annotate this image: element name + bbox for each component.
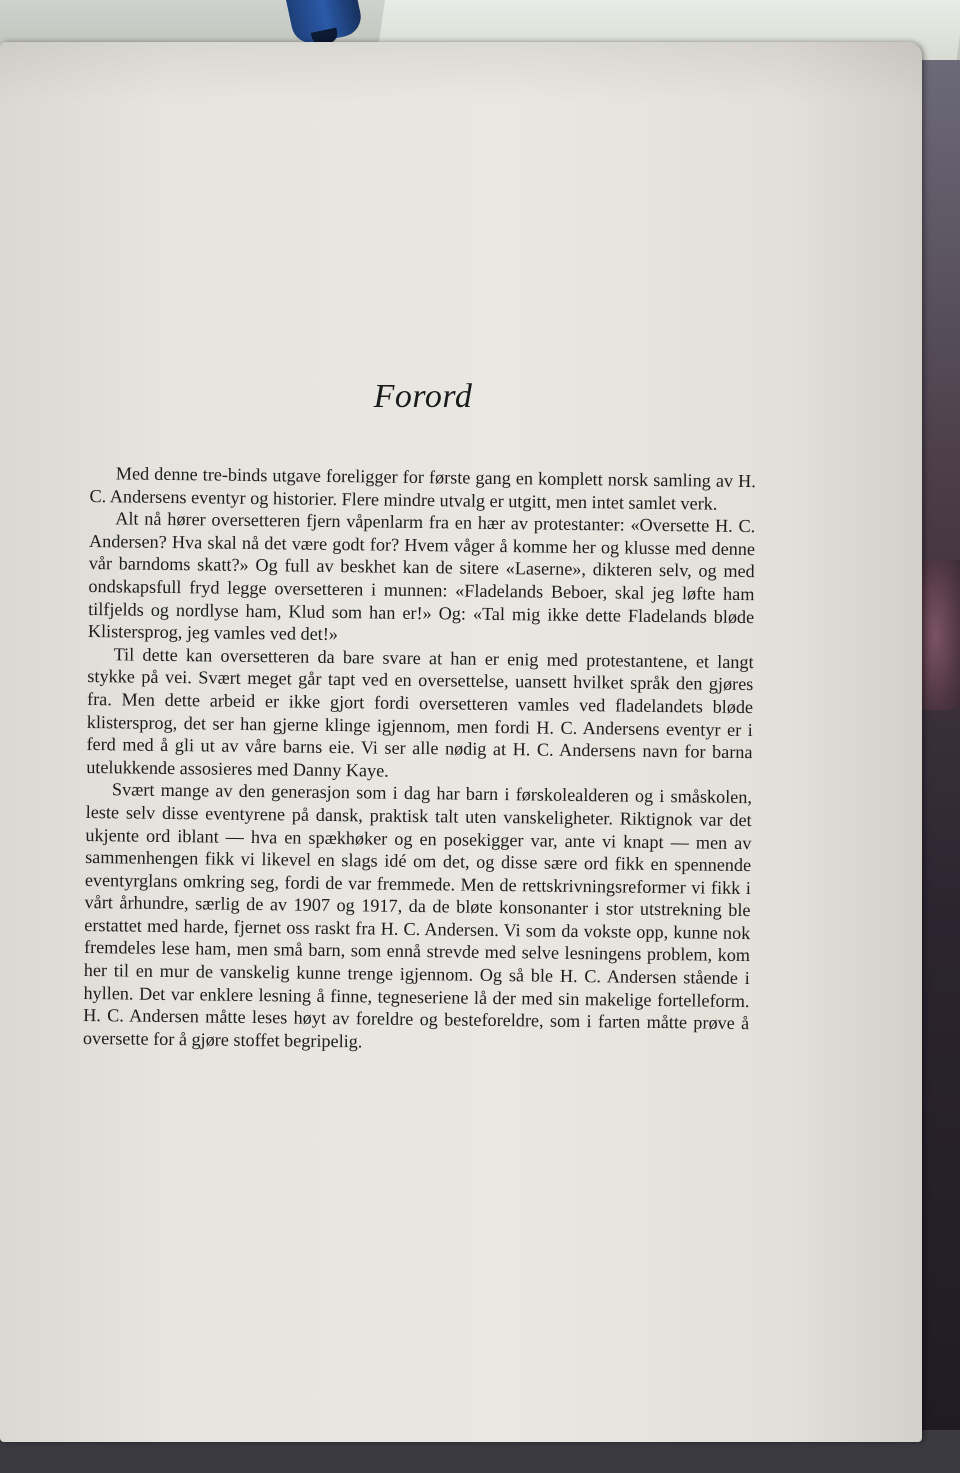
paragraph-3: Til dette kan oversetteren da bare svare at han er enig med protestantene, et langt stykke på vei. Svært meget går tapt ved en oversettelse, uansett hvilket språk den gjøres fra. Men dette arbeid er ikke gjort fordi oversetteren vamles ved fladelandets bløde klistersprog, det ser han gjerne klinge igjennom, men fordi H. C. Andersens eventyr er i ferd med å gli ut av våre barns eie. Vi ser alle nødig at H. C. Andersens navn for barna utelukkende assosieres med Danny Kaye. — [86, 644, 754, 781]
body-text — [83, 462, 756, 1058]
page-title: Forord — [373, 378, 473, 415]
paragraph-4: Svært mange av den generasjon som i dag har barn i førskolealderen og i småskolen, leste selv disse eventyrene på dansk, praktisk talt uten vanskeligheter. Riktignok var det ukjente ord iblant — hva en spækhøker og en posekigger var, ante vi knapt — men av sammenhengen fikk vi likevel en slags idé om det, og disse sære ord fikk en spennende eventyrglans omkring seg, fordi de var fremmede. Men de rettskrivningsreformer vi fikk i vårt århundre, særlig de av 1907 og 1917, da de bløte konsonanter i stor utstrekning ble erstattet med harde, fjernet oss raskt fra H. C. Andersen. Vi som da vokste opp, kunne nok fremdeles lese ham, men små barn, som ennå strevde med selve lesningens problem, kom her til en mur de vanskelig kunne trenge igjennom. Og så ble H. C. Andersen stående i hyllen. Det var enklere lesning å finne, tegneseriene lå der med sin makelige fortelleform. H. C. Andersen måtte leses høyt av foreldre og besteforeldre, som i farten måtte prøve å oversette for å gjøre stoffet begripelig. — [82, 779, 753, 1052]
paragraph-1: Med denne tre-binds utgave foreligger for første gang en komplett norsk samling av H. C. Andersens eventyr og historier. Flere mindre utvalg er utgitt, men intet samlet verk. — [89, 463, 756, 514]
paragraph-2: Alt nå hører oversetteren fjern våpenlarm fra en hær av protestanter: «Oversette H. C. Andersen? Hva skal nå det være godt for? Hvem våger å komme her og klusse med denne vår barndoms skatt?» Og full av beskhet kan de sitere «Laserne», dikteren selv, og med ondskapsfull fryd legge oversetteren i munnen: «Fladelands Beboer, skal jeg løfte ham tilfjelds og nordlyse ham, Klud som han er!» Og: «Tal mig ikke dette Fladelands bløde Klistersprog, jeg vamles ved det!» — [87, 508, 756, 645]
page-shadow — [0, 42, 922, 102]
book-page — [0, 42, 922, 1442]
